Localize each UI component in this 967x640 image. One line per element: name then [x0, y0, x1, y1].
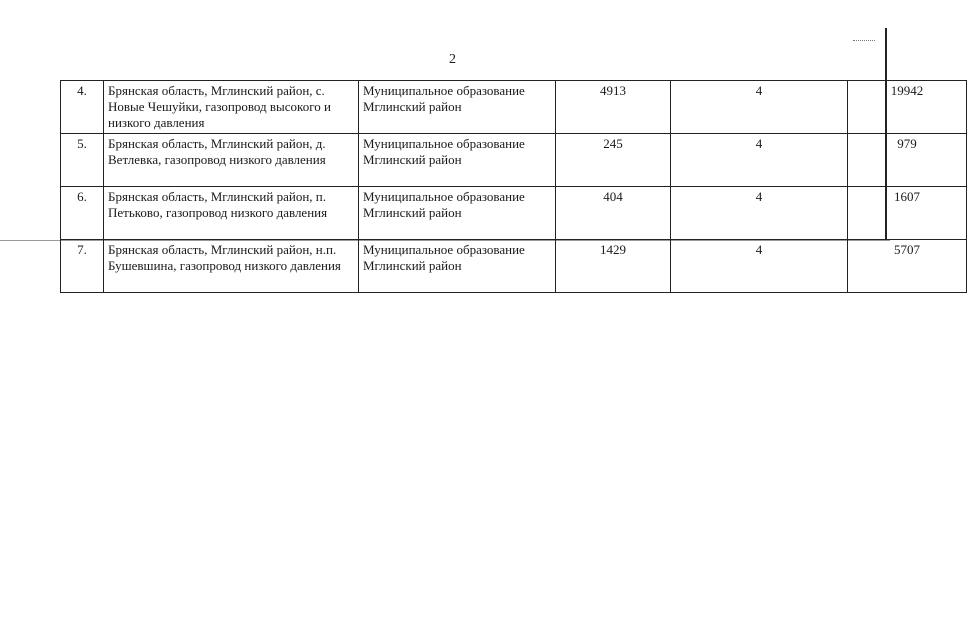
- object-description: Брянская область, Мглинский район, с. Новые Чешуйки, газопровод высокого и низкого давления: [104, 81, 359, 134]
- value-cell: 1607: [848, 187, 967, 240]
- length-cell: 404: [556, 187, 671, 240]
- row-number: 4.: [61, 81, 104, 134]
- count-cell: 4: [671, 240, 848, 293]
- page-number: 2: [449, 52, 456, 67]
- row-number: 5.: [61, 134, 104, 187]
- table-row: [61, 240, 967, 293]
- count-cell: 4: [671, 134, 848, 187]
- owner-cell: Муниципальное образование Мглинский район: [359, 240, 556, 293]
- owner-cell: Муниципальное образование Мглинский район: [359, 187, 556, 240]
- object-description: Брянская область, Мглинский район, н.п. Бушевшина, газопровод низкого давления: [104, 240, 359, 293]
- length-cell: 245: [556, 134, 671, 187]
- value-cell: 5707: [848, 240, 967, 293]
- length-cell: 1429: [556, 240, 671, 293]
- owner-cell: Муниципальное образование Мглинский район: [359, 134, 556, 187]
- table-row: [61, 187, 967, 240]
- count-cell: 4: [671, 187, 848, 240]
- value-cell: 19942: [848, 81, 967, 134]
- table-row: [61, 81, 967, 134]
- row-number: 6.: [61, 187, 104, 240]
- table-row: [61, 134, 967, 187]
- value-cell: 979: [848, 134, 967, 187]
- count-cell: 4: [671, 81, 848, 134]
- length-cell: 4913: [556, 81, 671, 134]
- scan-artifact: [853, 40, 875, 43]
- gas-pipeline-table: [60, 80, 967, 293]
- row-number: 7.: [61, 240, 104, 293]
- object-description: Брянская область, Мглинский район, д. Ветлевка, газопровод низкого давления: [104, 134, 359, 187]
- owner-cell: Муниципальное образование Мглинский район: [359, 81, 556, 134]
- object-description: Брянская область, Мглинский район, п. Петьково, газопровод низкого давления: [104, 187, 359, 240]
